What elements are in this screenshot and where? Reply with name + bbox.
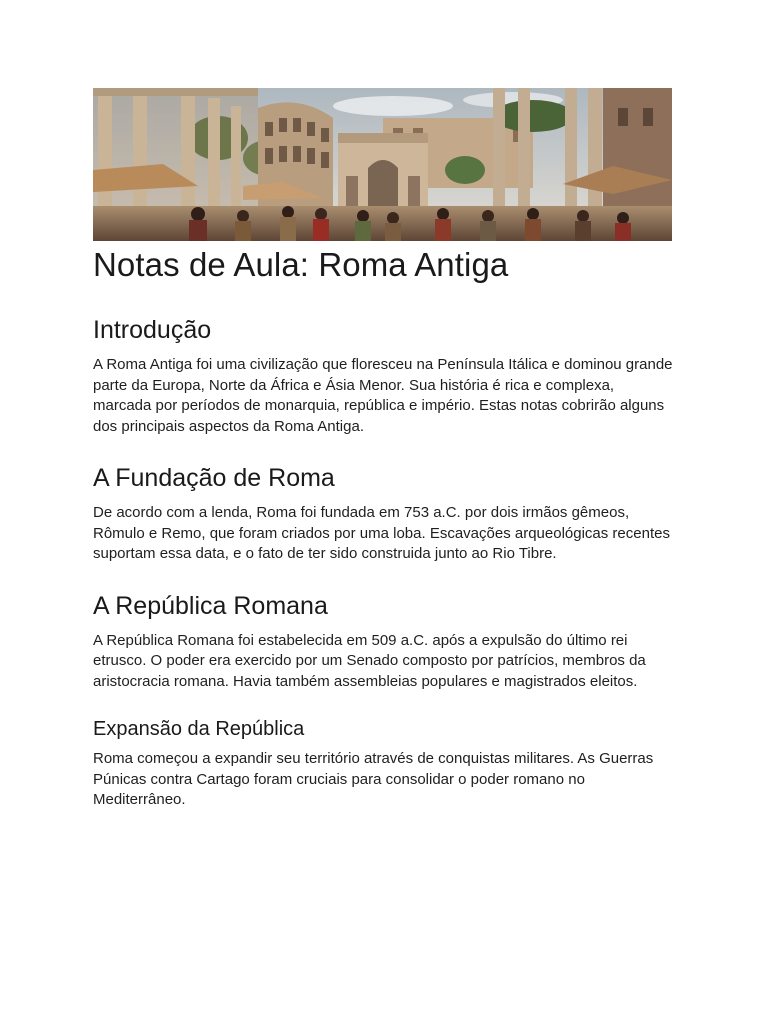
section-heading-fundacao: A Fundação de Roma [93,464,335,492]
ancient-rome-forum-illustration-icon [93,88,672,241]
section-text-republica: A República Romana foi estabelecida em 509 a.C. após a expulsão do último rei etrusco. O poder era exercido por um Senado composto por patrícios, membros da aristocracia romana. Havia também assembleias populares e magistrados eleitos. [93,631,646,690]
section-text-fundacao: De acordo com a lenda, Roma foi fundada em 753 a.C. por dois irmãos gêmeos, Rômulo e Remo, que foram criados por uma loba. Escavações arqueológicas recentes suportam essa data, e o fato de ter sido construida junto ao Rio Tibre. [93,504,670,562]
document-page [93,88,675,811]
subsection-heading-expansao: Expansão da República [93,718,305,740]
document-title: Notas de Aula: Roma Antiga [93,246,509,283]
banner-image [93,88,672,241]
subsection-text-expansao: Roma começou a expandir seu território através de conquistas militares. As Guerras Púnicas contra Cartago foram cruciais para consolidar o poder romano no Mediterrâneo. [93,750,654,808]
section-text-introducao: A Roma Antiga foi uma civilização que floresceu na Península Itálica e dominou grande parte da Europa, Norte da África e Ásia Menor. Sua história é rica e complexa, marcada por períodos de monarquia, república e império. Estas notas cobrirão alguns dos principais aspectos da Roma Antiga. [93,356,673,435]
section-heading-introducao: Introdução [93,316,212,344]
section-heading-republica: A República Romana [93,591,328,620]
